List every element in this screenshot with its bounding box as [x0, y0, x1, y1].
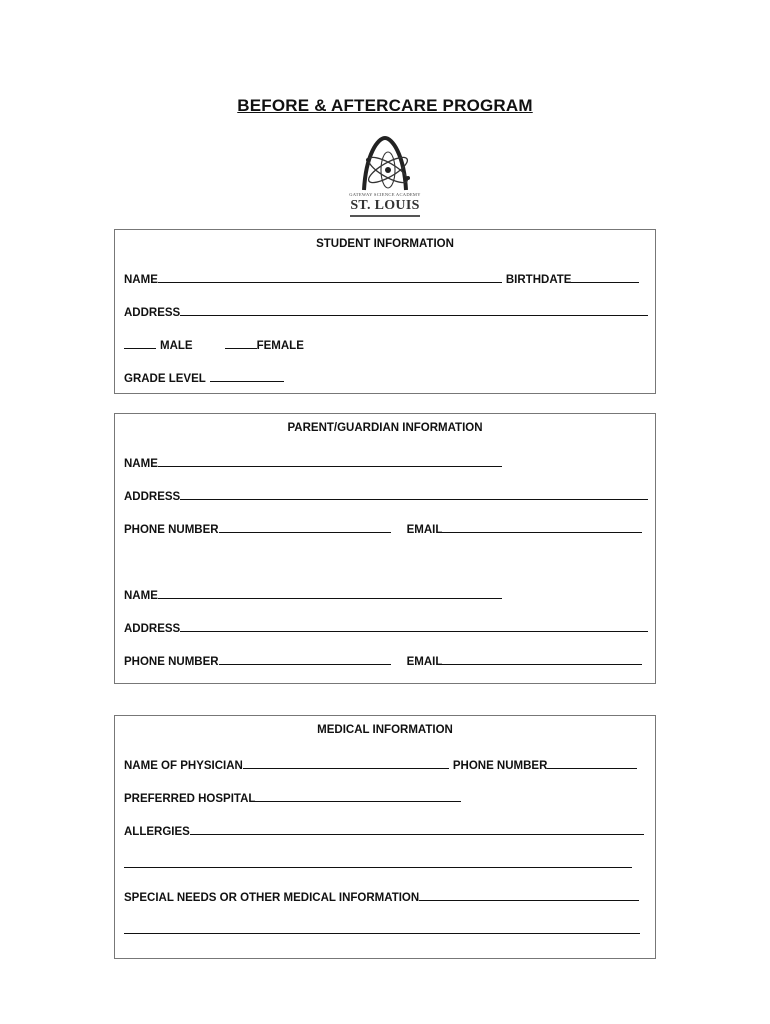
- parent1-name-label: NAME: [124, 458, 158, 470]
- special-needs-continuation-row: [124, 922, 640, 937]
- medical-section-heading: MEDICAL INFORMATION: [317, 724, 453, 736]
- parent1-contact-row: [124, 521, 642, 536]
- special-needs-field[interactable]: [419, 889, 639, 901]
- parent1-email-field[interactable]: [442, 521, 642, 533]
- student-information-section: [114, 229, 656, 394]
- logo-underline: [350, 215, 420, 217]
- male-label: MALE: [160, 340, 193, 352]
- parent1-address-label: ADDRESS: [124, 491, 181, 503]
- parent2-phone-field[interactable]: [219, 653, 391, 665]
- grade-level-field[interactable]: [210, 370, 284, 382]
- parent2-address-row: [124, 620, 648, 635]
- parent1-phone-label: PHONE NUMBER: [124, 524, 219, 536]
- student-gender-row: [124, 337, 304, 352]
- parent2-email-field[interactable]: [442, 653, 642, 665]
- parent2-name-row: [124, 587, 502, 602]
- male-checkbox-field[interactable]: [124, 337, 156, 349]
- parent1-email-label: EMAIL: [406, 524, 443, 536]
- physician-row: [124, 757, 637, 772]
- student-address-row: [124, 304, 648, 319]
- physician-phone-label: PHONE NUMBER: [452, 760, 548, 772]
- special-needs-continuation-field[interactable]: [124, 922, 640, 934]
- student-address-field[interactable]: [180, 304, 648, 316]
- parent2-address-label: ADDRESS: [124, 623, 181, 635]
- student-name-field[interactable]: [158, 271, 502, 283]
- logo-academy-text: GATEWAY SCIENCE ACADEMY: [349, 192, 421, 197]
- student-grade-row: [124, 370, 284, 385]
- allergies-continuation-field[interactable]: [124, 856, 632, 868]
- female-label: FEMALE: [256, 340, 304, 352]
- allergies-field[interactable]: [190, 823, 644, 835]
- parent1-name-row: [124, 455, 502, 470]
- school-logo: [344, 134, 426, 218]
- physician-label: NAME OF PHYSICIAN: [124, 760, 243, 772]
- physician-phone-field[interactable]: [547, 757, 637, 769]
- parent1-address-field[interactable]: [180, 488, 648, 500]
- parent2-email-label: EMAIL: [406, 656, 443, 668]
- parent2-contact-row: [124, 653, 642, 668]
- student-address-label: ADDRESS: [124, 307, 181, 319]
- allergies-row: [124, 823, 644, 838]
- allergies-label: ALLERGIES: [124, 826, 190, 838]
- parent-section-heading: PARENT/GUARDIAN INFORMATION: [287, 422, 483, 434]
- parent1-address-row: [124, 488, 648, 503]
- physician-field[interactable]: [243, 757, 449, 769]
- logo-city-text: ST. LOUIS: [350, 198, 420, 213]
- parent1-name-field[interactable]: [158, 455, 502, 467]
- student-name-row: [124, 271, 639, 286]
- arch-atom-emblem-icon: [344, 134, 426, 192]
- form-title: BEFORE & AFTERCARE PROGRAM: [237, 96, 533, 115]
- student-section-heading: STUDENT INFORMATION: [316, 238, 454, 250]
- special-needs-label: SPECIAL NEEDS OR OTHER MEDICAL INFORMATION: [124, 892, 420, 904]
- parent2-address-field[interactable]: [180, 620, 648, 632]
- parent1-phone-field[interactable]: [219, 521, 391, 533]
- hospital-label: PREFERRED HOSPITAL: [124, 793, 256, 805]
- grade-level-label: GRADE LEVEL: [124, 373, 206, 385]
- hospital-row: [124, 790, 461, 805]
- student-birthdate-field[interactable]: [571, 271, 639, 283]
- parent-guardian-section: [114, 413, 656, 684]
- special-needs-row: [124, 889, 639, 904]
- hospital-field[interactable]: [255, 790, 461, 802]
- student-birthdate-label: BIRTHDATE: [505, 274, 572, 286]
- medical-information-section: [114, 715, 656, 959]
- allergies-continuation-row: [124, 856, 632, 871]
- parent2-name-field[interactable]: [158, 587, 502, 599]
- parent2-phone-label: PHONE NUMBER: [124, 656, 219, 668]
- female-checkbox-field[interactable]: [225, 337, 257, 349]
- student-name-label: NAME: [124, 274, 158, 286]
- parent2-name-label: NAME: [124, 590, 158, 602]
